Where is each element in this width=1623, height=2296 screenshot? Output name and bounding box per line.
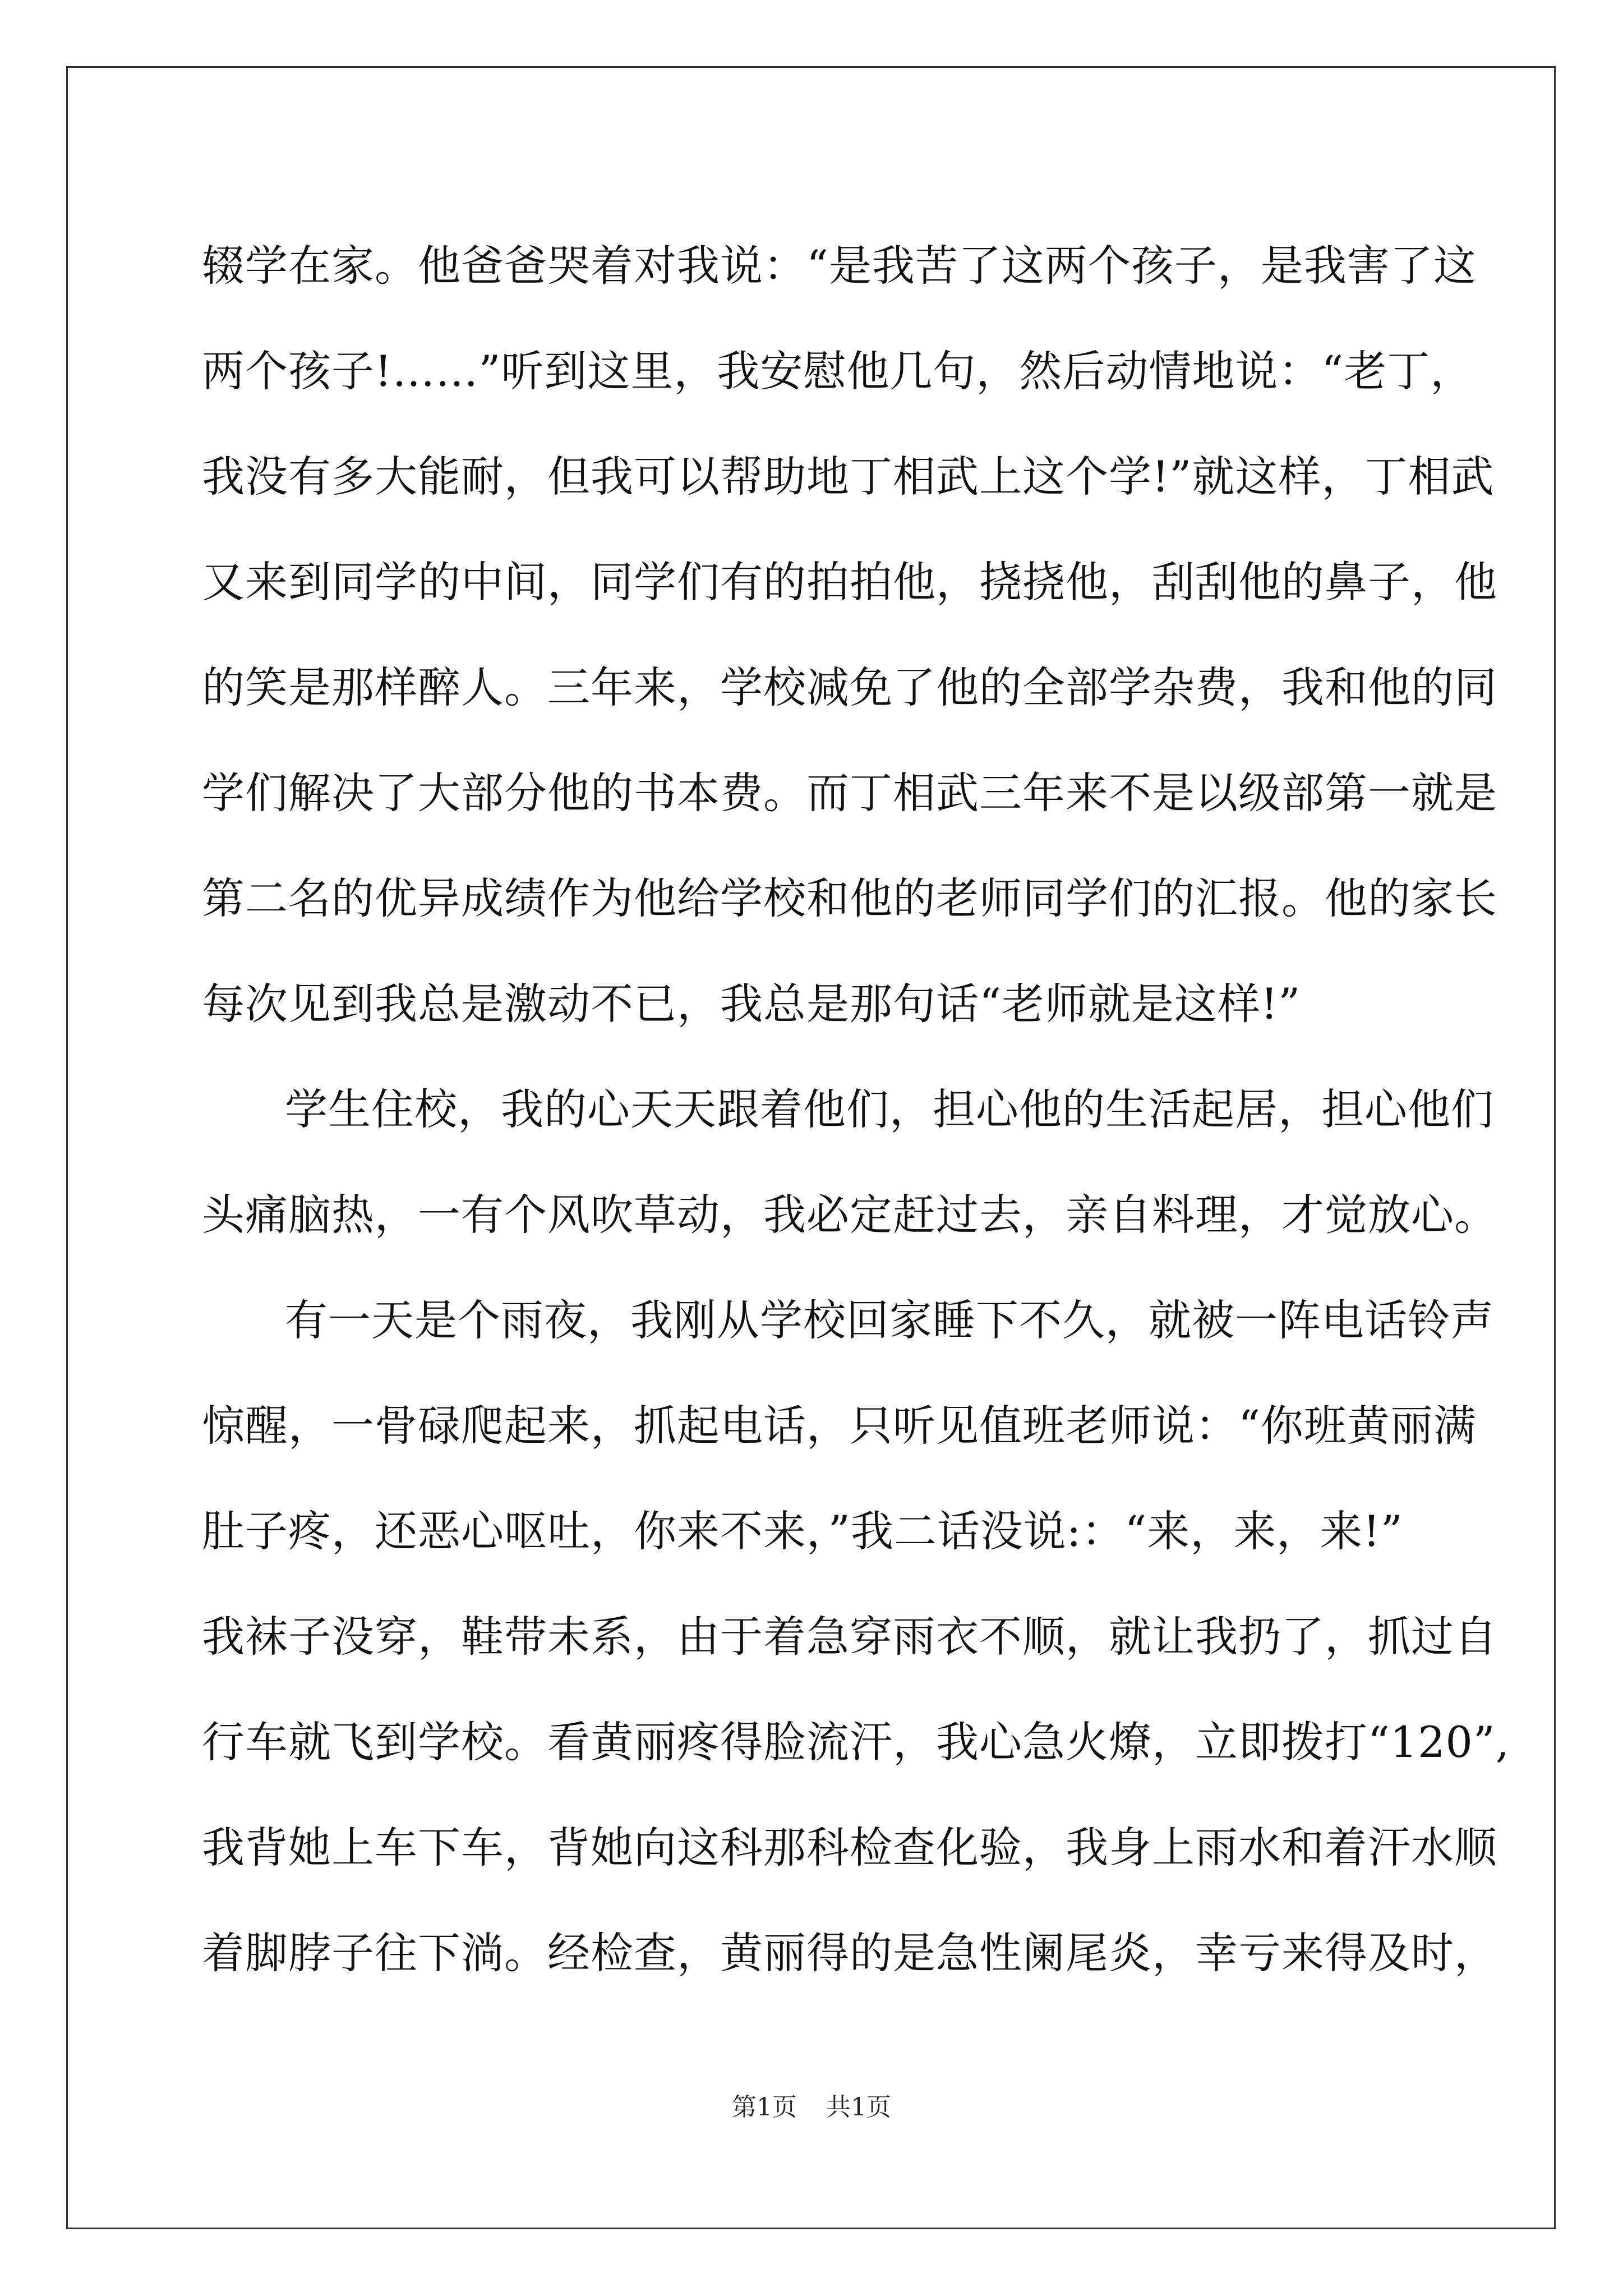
text-line: 行车就飞到学校。看黄丽疼得脸流汗，我心急火燎，立即拨打“120”, (202, 1717, 1510, 1767)
text-line: 每次见到我总是激动不已，我总是那句话“老师就是这样!” (202, 979, 1301, 1029)
text-line: 着脚脖子往下淌。经检查，黄丽得的是急性阑尾炎，幸亏来得及时， (202, 1928, 1497, 1978)
text-line: 又来到同学的中间，同学们有的拍拍他，挠挠他，刮刮他的鼻子，他 (202, 557, 1497, 607)
text-line: 学生住校，我的心天天跟着他们，担心他的生活起居，担心他们 (285, 1084, 1494, 1134)
page-total: 共1页 (826, 2093, 891, 2122)
page-number: 第1页 (732, 2093, 797, 2122)
text-line: 辍学在家。他爸爸哭着对我说：“是我苦了这两个孩子，是我害了这 (202, 241, 1477, 291)
text-line: 我背她上车下车，背她向这科那科检查化验，我身上雨水和着汗水顺 (202, 1823, 1497, 1872)
text-line: 的笑是那样醉人。三年来，学校减免了他的全部学杂费，我和他的同 (202, 662, 1497, 712)
text-line: 第二名的优异成绩作为他给学校和他的老师同学们的汇报。他的家长 (202, 873, 1497, 923)
text-line: 有一天是个雨夜，我刚从学校回家睡下不久，就被一阵电话铃声 (285, 1295, 1494, 1345)
text-line: 我没有多大能耐，但我可以帮助地丁相武上这个学!”就这样，丁相武 (202, 452, 1495, 501)
text-line: 肚子疼，还恶心呕吐，你来不来，”我二话没说:：“来，来，来!” (202, 1506, 1403, 1556)
text-line: 学们解决了大部分他的书本费。而丁相武三年来不是以级部第一就是 (202, 768, 1497, 818)
text-line: 两个孩子!……”听到这里，我安慰他几句，然后动情地说：“老丁， (202, 346, 1474, 396)
document-body (202, 213, 1510, 2006)
text-line: 头痛脑热，一有个风吹草动，我必定赶过去，亲自料理，才觉放心。 (202, 1190, 1497, 1240)
text-line: 我袜子没穿，鞋带未系，由于着急穿雨衣不顺，就让我扔了，抓过自 (202, 1612, 1497, 1662)
page-footer (0, 2087, 1623, 2123)
text-line: 惊醒，一骨碌爬起来，抓起电话，只听见值班老师说：“你班黄丽满 (202, 1401, 1477, 1451)
